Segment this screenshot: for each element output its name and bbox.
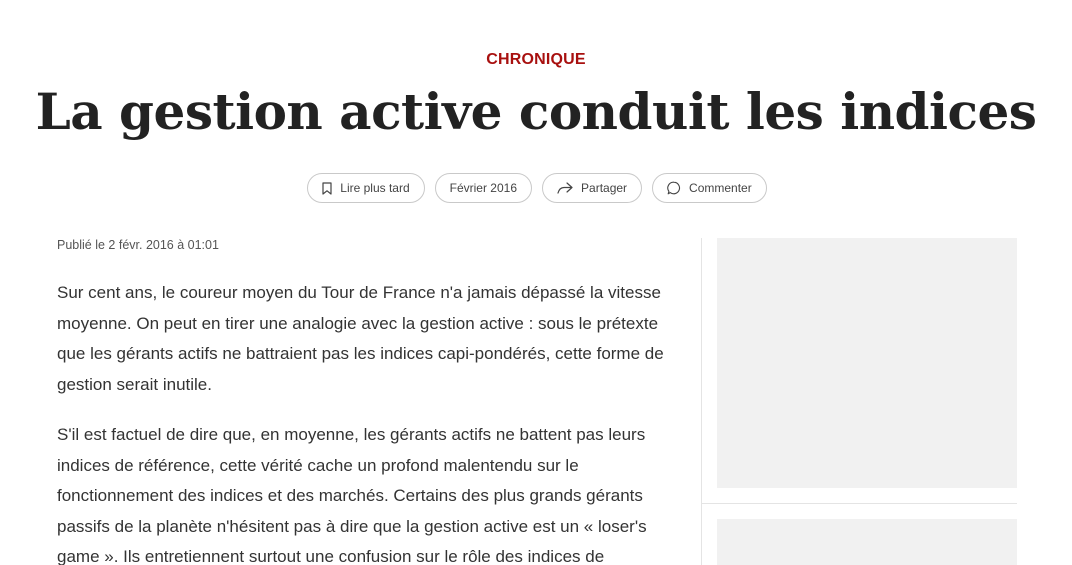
comment-button[interactable] [652,173,767,203]
article-paragraph-1: Sur cent ans, le coureur moyen du Tour de France n'a jamais dépassé la vitesse moyenne. On peut en tirer une analogie avec la gestion active : sous le prétexte que les gérants actifs ne battraient pas les indices capi-pondérés, cette forme de gestion serait inutile. [57,283,664,394]
share-label: Partager [581,181,628,195]
article-paragraph-2: S'il est factuel de dire que, en moyenne, les gérants actifs ne battent pas leurs indices de référence, cette vérité cache un profond malentendu sur le fonctionnement des indices et des marchés. Certains des plus grands gérants passifs de la planète n'hésitent pas à dire que la gestion active est un « loser's game ». Ils entretiennent surtout une confusion sur le rôle des indices de [57,425,647,565]
article-actions [0,173,1072,203]
read-later-label: Lire plus tard [340,181,410,195]
read-later-button[interactable] [307,173,424,203]
share-button[interactable] [542,173,642,203]
comment-label: Commenter [689,181,752,195]
share-arrow-icon [557,182,573,194]
date-label: Février 2016 [449,181,518,195]
section-kicker[interactable]: CHRONIQUE [486,51,586,68]
ad-placeholder-1 [717,238,1017,488]
date-button[interactable] [435,173,532,203]
sidebar-separator [702,503,1017,504]
page-title: La gestion active conduit les indices [35,82,1037,141]
sidebar-divider [701,238,702,565]
bookmark-icon [322,182,332,195]
ad-placeholder-2 [717,519,1017,565]
article-body [57,238,687,565]
comment-bubble-icon [667,181,681,195]
published-date: Publié le 2 févr. 2016 à 01:01 [57,238,219,252]
